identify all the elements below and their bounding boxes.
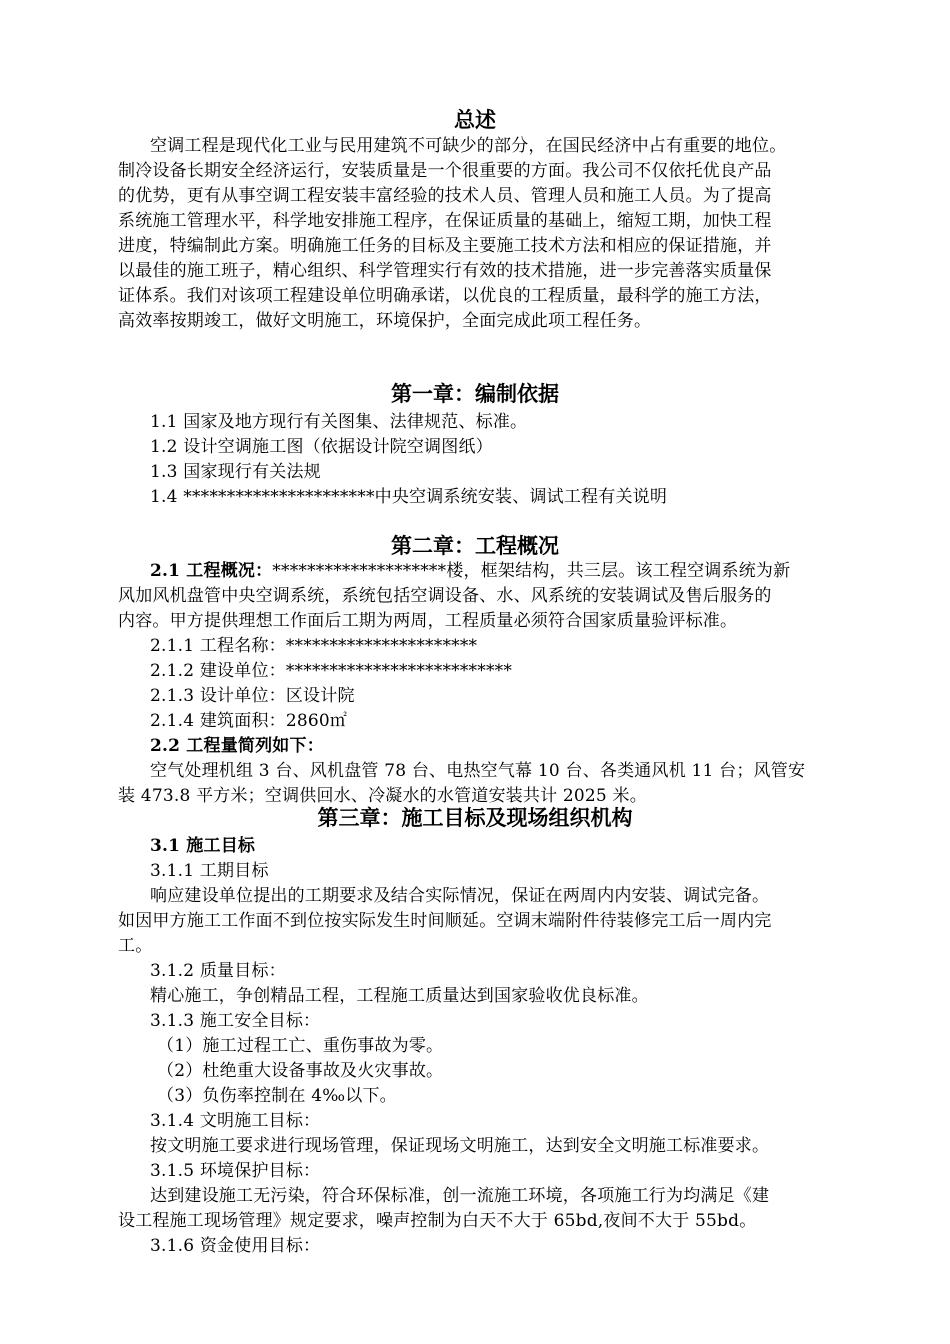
overview-line: 高效率按期竣工，做好文明施工，环境保护，全面完成此项工程任务。 (118, 311, 652, 331)
overview-line: 证体系。我们对该项工程建设单位明确承诺，以优良的工程质量，最科学的施工方法， (118, 286, 772, 306)
chapter2-item: 2.1.3 设计单位：区设计院 (150, 686, 355, 706)
chapter2-item: 2.1.1 工程名称：********************** (150, 636, 478, 656)
section-3-1-1-line: 如因甲方施工工作面不到位按实际发生时间顺延。空调末端附件待装修完工后一周内完 (118, 911, 772, 931)
section-3-1-3-item: （2）杜绝重大设备事故及火灾事故。 (157, 1061, 444, 1081)
section-3-1-5: 3.1.5 环境保护目标： (150, 1161, 321, 1181)
chapter3-title: 第三章：施工目标及现场组织机构 (317, 805, 633, 830)
section-3-1-2-line: 精心施工，争创精品工程，工程施工质量达到国家验收优良标准。 (150, 986, 649, 1006)
section-3-1-heading (150, 834, 860, 858)
section-3-1-5-line: 达到建设施工无污染，符合环保标准，创一流施工环境，各项施工行为均满足《建 (150, 1186, 770, 1206)
overview-title: 总述 (454, 107, 496, 132)
section-2-2-heading (150, 734, 860, 758)
chapter2-p2-line: 装 473.8 平方米；空调供回水、冷凝水的水管道安装共计 2025 米。 (118, 786, 647, 806)
section-3-1-6: 3.1.6 资金使用目标： (150, 1236, 321, 1256)
section-3-1-2: 3.1.2 质量目标： (150, 961, 286, 981)
section-3-1-label: 3.1 施工目标 (150, 836, 256, 856)
section-3-1-4-line: 按文明施工要求进行现场管理，保证现场文明施工，达到安全文明施工标准要求。 (150, 1136, 770, 1156)
chapter2-item: 2.1.2 建设单位：************************** (150, 661, 513, 681)
chapter2-p2-line: 空气处理机组 3 台、风机盘管 78 台、电热空气幕 10 台、各类通风机 11 台；风管安 (150, 761, 806, 781)
section-3-1-3-item: （1）施工过程工亡、重伤事故为零。 (157, 1036, 444, 1056)
chapter2-title: 第二章：工程概况 (391, 533, 559, 558)
overview-line: 以最佳的施工班子，精心组织、科学管理实行有效的技术措施，进一步完善落实质量保 (118, 261, 772, 281)
overview-line: 进度，特编制此方案。明确施工任务的目标及主要施工技术方法和相应的保证措施，并 (118, 236, 772, 256)
chapter1-item: 1.4 **********************中央空调系统安装、调试工程有关说明 (150, 487, 668, 507)
section-3-1-1: 3.1.1 工期目标 (150, 861, 269, 881)
section-2-2-label: 2.2 工程量简列如下： (150, 736, 324, 756)
chapter1-item: 1.1 国家及地方现行有关图集、法律规范、标准。 (150, 412, 528, 432)
chapter1-title: 第一章：编制依据 (391, 381, 559, 406)
overview-line: 空调工程是现代化工业与民用建筑不可缺少的部分，在国民经济中占有重要的地位。 (150, 136, 787, 156)
section-3-1-5-line: 设工程施工现场管理》规定要求，噪声控制为白天不大于 65bd,夜间不大于 55bd。 (118, 1211, 757, 1231)
chapter2-p1-first (150, 559, 860, 583)
section-2-1-label: 2.1 工程概况： (150, 561, 273, 581)
section-3-1-3-item: （3）负伤率控制在 4‰以下。 (157, 1086, 397, 1106)
chapter2-p1-line: 风加风机盘管中央空调系统，系统包括空调设备、水、风系统的安装调试及售后服务的 (118, 586, 772, 606)
chapter2-p1-line: 内容。甲方提供理想工作面后工期为两周，工程质量必须符合国家质量验评标准。 (118, 611, 738, 631)
section-3-1-3: 3.1.3 施工安全目标： (150, 1011, 321, 1031)
chapter1-item: 1.3 国家现行有关法规 (150, 462, 321, 482)
chapter2-item: 2.1.4 建筑面积：2860㎡ (150, 711, 348, 731)
section-3-1-1-line: 工。 (118, 936, 153, 956)
chapter1-item: 1.2 设计空调施工图（依据设计院空调图纸） (150, 437, 493, 457)
overview-line: 制冷设备长期安全经济运行，安装质量是一个很重要的方面。我公司不仅依托优良产品 (118, 161, 772, 181)
overview-line: 系统施工管理水平，科学地安排施工程序，在保证质量的基础上，缩短工期，加快工程 (118, 211, 772, 231)
section-3-1-1-line: 响应建设单位提出的工期要求及结合实际情况，保证在两周内内安装、调试完备。 (150, 886, 770, 906)
overview-line: 的优势，更有从事空调工程安装丰富经验的技术人员、管理人员和施工人员。为了提高 (118, 186, 772, 206)
section-2-1-text: ********************楼，框架结构，共三层。该工程空调系统为新 (272, 561, 791, 581)
section-3-1-4: 3.1.4 文明施工目标： (150, 1111, 321, 1131)
